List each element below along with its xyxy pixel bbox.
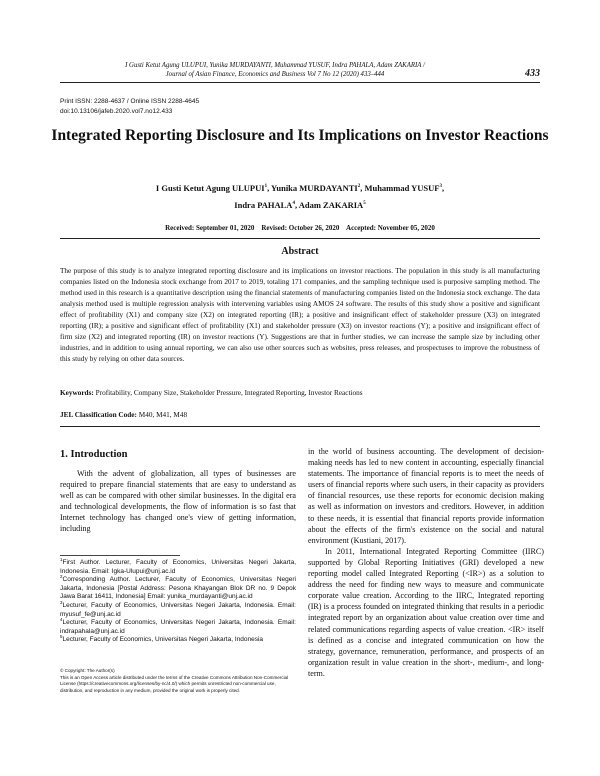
section-heading-introduction: 1. Introduction: [60, 449, 128, 460]
running-head: [60, 61, 490, 79]
footnote-mark: 2: [60, 574, 63, 580]
intro-paragraph-left: With the advent of globalization, all types of businesses are required to prepare financial statements that are easy to understand as well as can be compared with other similar businesses. In the digital era and technological developments, the flow of information is so fast that Internet technology has changed one's view of getting information, including: [60, 469, 296, 534]
license-text: This is an Open Access article distributed under the terms of the Creative Commons Attribution Non-Commercial License (https://creativecommons.org/licenses/by-nc/4.0/) which permits unrestricted non-commercial use, distribution, and reproduction in any medium, provided the original work is properly cited.: [60, 674, 289, 693]
footnote-mark: 4: [60, 617, 63, 622]
jel-line: [60, 411, 540, 419]
intro-paragraph-continued: in the world of business accounting. The development of decision-making needs has led to new content in accounting, especially financial statements. The importance of financial reports is to meet the needs of users of financial reports where such users, in their capacity as providers of financial resources, use these reports for economic decision making as well as information on investors and creditors. However, in addition to these needs, it is essential that financial reports provide information about the effects of the firm's existence on the social and natural environment (Kustiani, 2017).: [308, 447, 544, 545]
running-head-journal: Journal of Asian Finance, Economics and Business Vol 7 No 12 (2020) 433–444: [165, 71, 385, 78]
author-name: Muhammad YUSUF: [364, 183, 440, 193]
footnote-text: Lecturer, Faculty of Economics, Universitas Negeri Jakarta, Indonesia: [62, 636, 264, 644]
author-name: Adam ZAKARIA: [298, 200, 364, 210]
author-name: I Gusti Ketut Agung ULUPUI: [155, 183, 265, 193]
footnote-mark: 3: [60, 599, 63, 605]
footnote: [60, 599, 296, 619]
jel-codes: M40, M41, M48: [138, 411, 188, 419]
author-footnotes: [60, 556, 296, 645]
issn-text: Print ISSN: 2288-4637 / Online ISSN 2288-4645: [60, 98, 200, 105]
abstract-body: The purpose of this study is to analyze integrated reporting disclosure and its implications on investor reactions. The population in this study is all manufacturing companies listed on the Indonesia stock exchange from 2017 to 2019, totaling 171 companies, and the sampling technique used is purposive sampling method. The method used in this research is a quantitative description using the financial statements of manufacturing companies listed on the Indonesia stock exchange. The data analysis method used is multiple regression analysis with intervening variables using AMOS 24 software. The results of this study show a positive and significant effect of profitability (X1) and company size (X2) on integrated reporting (IR); a positive and insignificant effect of stakeholder pressure (X3) on integrated reporting (IR); a positive and significant effect of profitability (X1) and stakeholder pressure (X3) on investor reactions (Y); a positive and insignificant effect of firm size (X2) and integrated reporting (IR) on investor reactions (Y). Suggestions are that in further studies, we can increase the sample size by including other industries, and in addition to using annual reporting, we can also use other sources such as websites, press releases, and prospectuses to improve the robustness of this study by relying on other data sources.: [60, 267, 540, 363]
paper-title: Integrated Reporting Disclosure and Its Implications on Investor Reactions: [51, 127, 549, 144]
footnote-text: Lecturer, Faculty of Economics, Universitas Negeri Jakarta, Indonesia. Email: myusuf_fe@unj.ac.id: [60, 601, 296, 618]
author-affil-mark: 1: [264, 184, 268, 190]
footnote: [60, 636, 296, 645]
author-name: Yunika MURDAYANTI: [271, 183, 358, 193]
footnote-rule: [60, 555, 180, 556]
footnote-text: Lecturer, Faculty of Economics, Universitas Negeri Jakarta, Indonesia. Email: indrapahala@unj.ac.id: [60, 619, 296, 635]
author-affil-mark: 4: [292, 201, 295, 207]
author-affil-mark: 5: [363, 201, 366, 207]
footnote: [60, 556, 296, 576]
author-affil-mark: 3: [439, 184, 442, 190]
doi-text: doi:10.13106/jafeb.2020.vol7.no12.433: [60, 108, 173, 115]
keywords-label: Keywords:: [60, 389, 94, 397]
abstract-top-rule: [60, 238, 540, 239]
author-list: I Gusti Ketut Agung ULUPUI$^1$, Yunika MURDAYANTI$^2$, Muhammad YUSUF$^3$, Indra PAHALA$^4$, Adam ZAKARIA$^5$: [155, 183, 445, 210]
footnote-text: First Author. Lecturer, Faculty of Economics, Universitas Negeri Jakarta, Indonesia. Email: Igka-Ulupui@unj.ac.id: [60, 559, 296, 575]
author-name: Indra PAHALA: [234, 200, 293, 210]
author-affil-mark: 2: [357, 184, 361, 190]
license-notice: [60, 668, 296, 694]
running-head-authors: I Gusti Ketut Agung ULUPUI, Yunika MURDAYANTI, Muhammad YUSUF, Indra PAHALA, Adam ZAKARIA /: [125, 62, 425, 69]
header-rule: [60, 82, 540, 83]
footnote: [60, 576, 296, 602]
copyright-line: © Copyright: The Author(s): [60, 668, 115, 673]
issn-block: [60, 97, 199, 117]
keywords-text: Profitability, Company Size, Stakeholder Pressure, Integrated Reporting, Investor Reactions: [95, 389, 363, 397]
page-number: 433: [525, 68, 540, 79]
abstract-heading: Abstract: [281, 246, 319, 257]
submission-dates: Received: September 01, 2020 Revised: October 26, 2020 Accepted: November 05, 2020: [165, 224, 435, 232]
abstract-bottom-rule: [60, 426, 540, 427]
footnote: [60, 619, 296, 636]
footnote-mark: 1: [60, 556, 63, 562]
keywords-line: [60, 389, 540, 397]
footnote-text: Corresponding Author. Lecturer, Faculty of Economics, Universitas Negeri Jakarta, Indonesia [Postal Address: Pesona Khayangan Blok DR no. 9 Depok Jawa Barat 16411, Indonesia] Email: yunika_murdayanti@unj.ac.id: [60, 576, 296, 601]
right-column: [308, 446, 544, 679]
footnote-mark: 5: [60, 634, 63, 640]
intro-paragraph-iirc: In 2011, International Integrated Reporting Committee (IIRC) supported by Global Reporting Initiatives (GRI) developed a new reporting model called Integrated Reporting (<IR>) as a solution to address the need for finding new ways to measure and communicate corporate value creation. According to the IIRC, Integrated reporting (IR) is a process founded on integrated thinking that results in a periodic integrated report by an organization about value creation over time and related communications regarding aspects of value creation. <IR> itself is defined as a concise and integrated communication on how the strategy, governance, remuneration, performance, and prospects of an organization result in value creation in the short-, medium-, and long-term.: [308, 546, 544, 678]
jel-label: JEL Classification Code:: [60, 411, 137, 419]
